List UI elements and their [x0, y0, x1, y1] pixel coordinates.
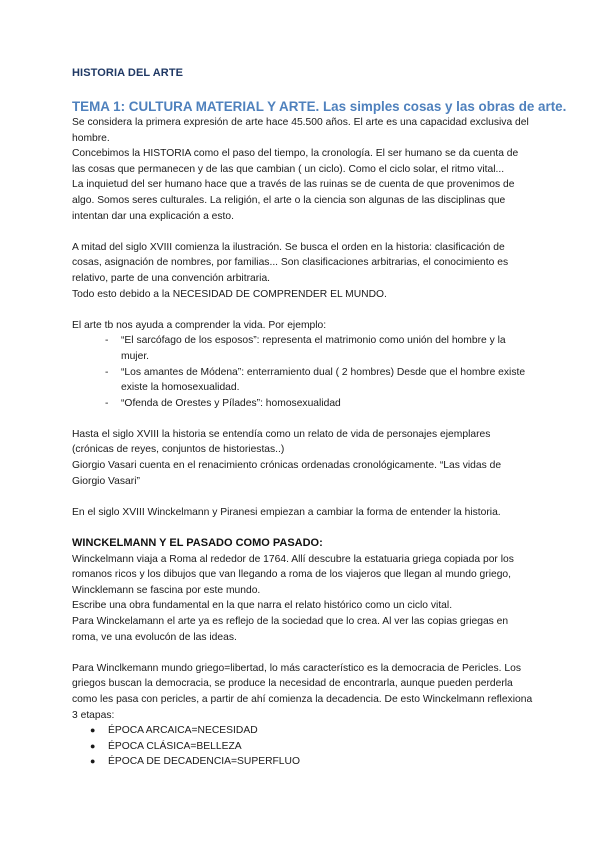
spacer	[72, 302, 534, 318]
list-item	[90, 754, 534, 770]
list-item-text: “Los amantes de Módena”: enterramiento dual ( 2 hombres) Desde que el hombre existe existe la homosexualidad.	[121, 366, 526, 394]
paragraph-intro-3: La inquietud del ser humano hace que a través de las ruinas se de cuenta de que provenimos de algo. Somos seres culturales. La religión, el arte o la ciencia son algunas de las disciplinas que intentan dar una explicación a esto.	[72, 179, 515, 222]
paragraph-winckelmann-3: Para Winckelamann el arte ya es reflejo de la sociedad que lo crea. Al ver las copias griegas en roma, ve una evolucón de las ideas.	[72, 616, 509, 643]
list-item	[105, 333, 534, 364]
document-title: HISTORIA DEL ARTE	[72, 67, 184, 79]
list-item-text: “El sarcófago de los esposos”: representa el matrimonio como unión del hombre y la mujer.	[121, 335, 506, 362]
list-item	[105, 365, 534, 396]
spacer	[72, 645, 534, 661]
spacer	[72, 411, 534, 427]
list-item-text: ÉPOCA DE DECADENCIA=SUPERFLUO	[108, 756, 300, 768]
paragraph-winckelmann-2: Escribe una obra fundamental en la que narra el relato histórico como un ciclo vital.	[72, 600, 453, 612]
paragraph-vasari-2: Giorgio Vasari cuenta en el renacimiento crónicas ordenadas cronológicamente. “Las vidas de Giorgio Vasari”	[72, 460, 502, 487]
list-item-text: ÉPOCA ARCAICA=NECESIDAD	[108, 725, 258, 737]
spacer	[72, 489, 534, 505]
list-item	[90, 723, 534, 739]
ejemplos-list	[72, 333, 534, 411]
spacer	[72, 224, 534, 240]
list-item-text: “Ofenda de Orestes y Pílades”: homosexualidad	[121, 397, 341, 409]
dash-marker: -	[105, 335, 109, 347]
section-heading-winckelmann: WINCKELMANN Y EL PASADO COMO PASADO:	[72, 537, 323, 550]
list-item	[105, 396, 534, 412]
paragraph-ilustracion-2: Todo esto debido a la NECESIDAD DE COMPRENDER EL MUNDO.	[72, 288, 387, 300]
dash-marker: -	[105, 366, 109, 378]
paragraph-winckelmann-1: Winckelmann viaja a Roma al rededor de 1764. Allí descubre la estatuaria griega copiada por los romanos ricos y los dibujos que van llegando a roma de los viajeros que llegan al mundo griego, Wincklemann se fascina por este mundo.	[72, 553, 514, 596]
paragraph-intro-1: Se considera la primera expresión de arte hace 45.500 años. El arte es una capacidad exclusiva del hombre.	[72, 117, 529, 144]
bullet-icon: ●	[90, 756, 96, 767]
etapas-list	[72, 723, 534, 770]
document-page	[72, 66, 567, 770]
dash-marker: -	[105, 397, 109, 409]
paragraph-democracia: Para Winclkemann mundo griego=libertad, lo más característico es la democracia de Pericles. Los griegos buscan la democracia, se produce la necesidad de encontrarla, aunque pueden perderla como les pasa con pericles, a partir de ahí comienza la decadencia. De esto Winckelmann reflexiona 3 etapas:	[72, 662, 533, 721]
paragraph-winckelmann-piranesi: En el siglo XVIII Winckelmann y Piranesi empiezan a cambiar la forma de entender la historia.	[72, 506, 501, 518]
tema-heading: TEMA 1: CULTURA MATERIAL Y ARTE. Las simples cosas y las obras de arte.	[72, 99, 567, 114]
spacer	[72, 520, 534, 536]
bullet-icon: ●	[90, 725, 96, 736]
ejemplos-intro: El arte tb nos ayuda a comprender la vida. Por ejemplo:	[72, 319, 327, 331]
list-item-text: ÉPOCA CLÁSICA=BELLEZA	[108, 740, 242, 752]
bullet-icon: ●	[90, 740, 96, 751]
paragraph-vasari-1: Hasta el siglo XVIII la historia se entendía como un relato de vida de personajes ejemplares (crónicas de reyes, conjuntos de historiestas..)	[72, 428, 491, 456]
list-item	[90, 739, 534, 755]
paragraph-ilustracion-1: A mitad del siglo XVIII comienza la ilustración. Se busca el orden en la historia: clasificación de cosas, asignación de nombres, por familias... Son clasificaciones arbitrarias, el conocimiento es relativo, parte de una convención arbitraria.	[72, 241, 509, 284]
paragraph-intro-2: Concebimos la HISTORIA como el paso del tiempo, la cronología. El ser humano se da cuenta de las cosas que permanecen y de las que cambian ( un ciclo). Como el ciclo solar, el ritmo vital...	[72, 148, 519, 175]
